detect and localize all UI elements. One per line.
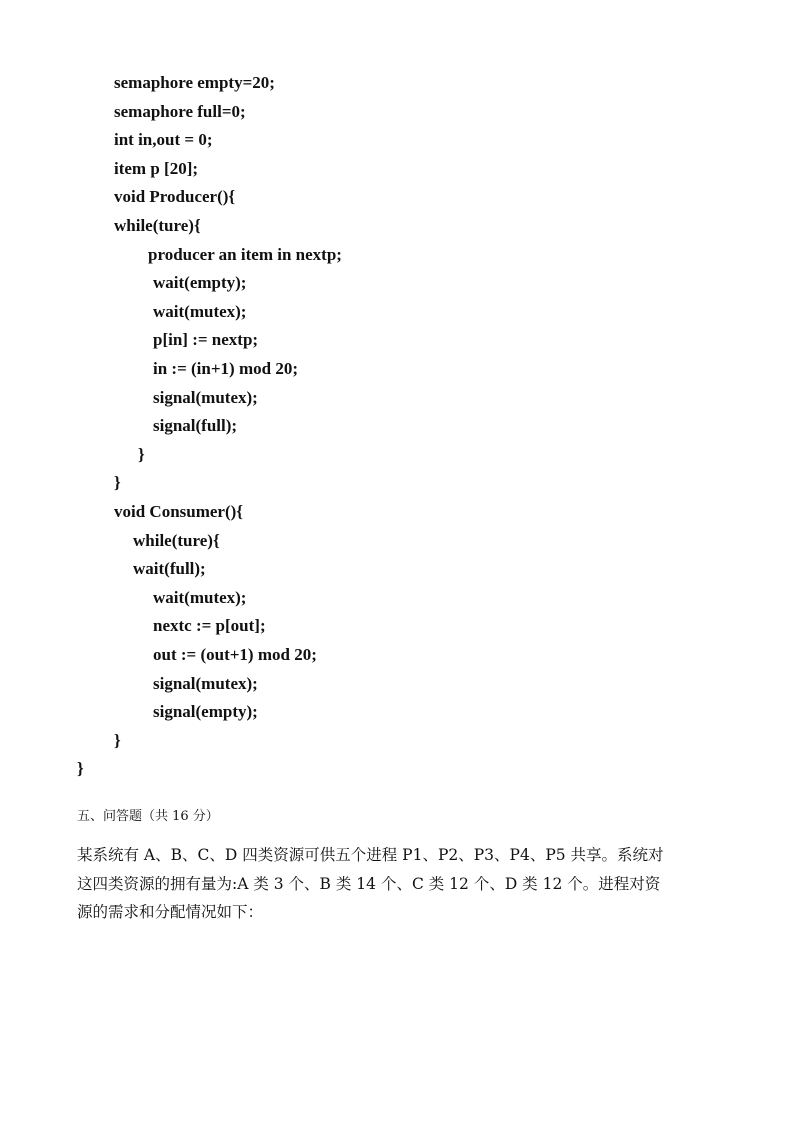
code-line: signal(empty); (153, 702, 258, 721)
code-line: } (138, 445, 145, 464)
code-line: semaphore empty=20; (114, 73, 275, 92)
section-heading: 五、问答题（共 16 分） (77, 809, 219, 824)
code-line: in := (in+1) mod 20; (153, 359, 298, 378)
code-line: } (114, 731, 121, 750)
paragraph-line: 某系统有 A、B、C、D 四类资源可供五个进程 P1、P2、P3、P4、P5 共享。系统对 (77, 846, 664, 864)
code-line: void Consumer(){ (114, 502, 244, 521)
code-line: signal(mutex); (153, 674, 258, 693)
code-line: } (114, 473, 121, 492)
code-line: wait(mutex); (153, 588, 247, 607)
paragraph-line: 这四类资源的拥有量为:A 类 3 个、B 类 14 个、C 类 12 个、D 类 12 个。进程对资 (77, 875, 661, 893)
code-line: wait(empty); (153, 273, 247, 292)
paragraph-line: 源的需求和分配情况如下： (77, 903, 264, 921)
code-line: void Producer(){ (114, 187, 236, 206)
code-line: producer an item in nextp; (148, 245, 342, 264)
code-line: nextc := p[out]; (153, 616, 266, 635)
code-line: wait(full); (133, 559, 206, 578)
code-line: signal(mutex); (153, 388, 258, 407)
code-line: wait(mutex); (153, 302, 247, 321)
code-line: p[in] := nextp; (153, 330, 259, 349)
code-line: out := (out+1) mod 20; (153, 645, 317, 664)
code-line: while(ture){ (114, 216, 201, 235)
code-line: int in,out = 0; (114, 130, 213, 149)
code-line: } (77, 759, 84, 778)
code-line: while(ture){ (133, 531, 220, 550)
code-line: semaphore full=0; (114, 102, 246, 121)
code-line: item p [20]; (114, 159, 199, 178)
code-line: signal(full); (153, 416, 238, 435)
